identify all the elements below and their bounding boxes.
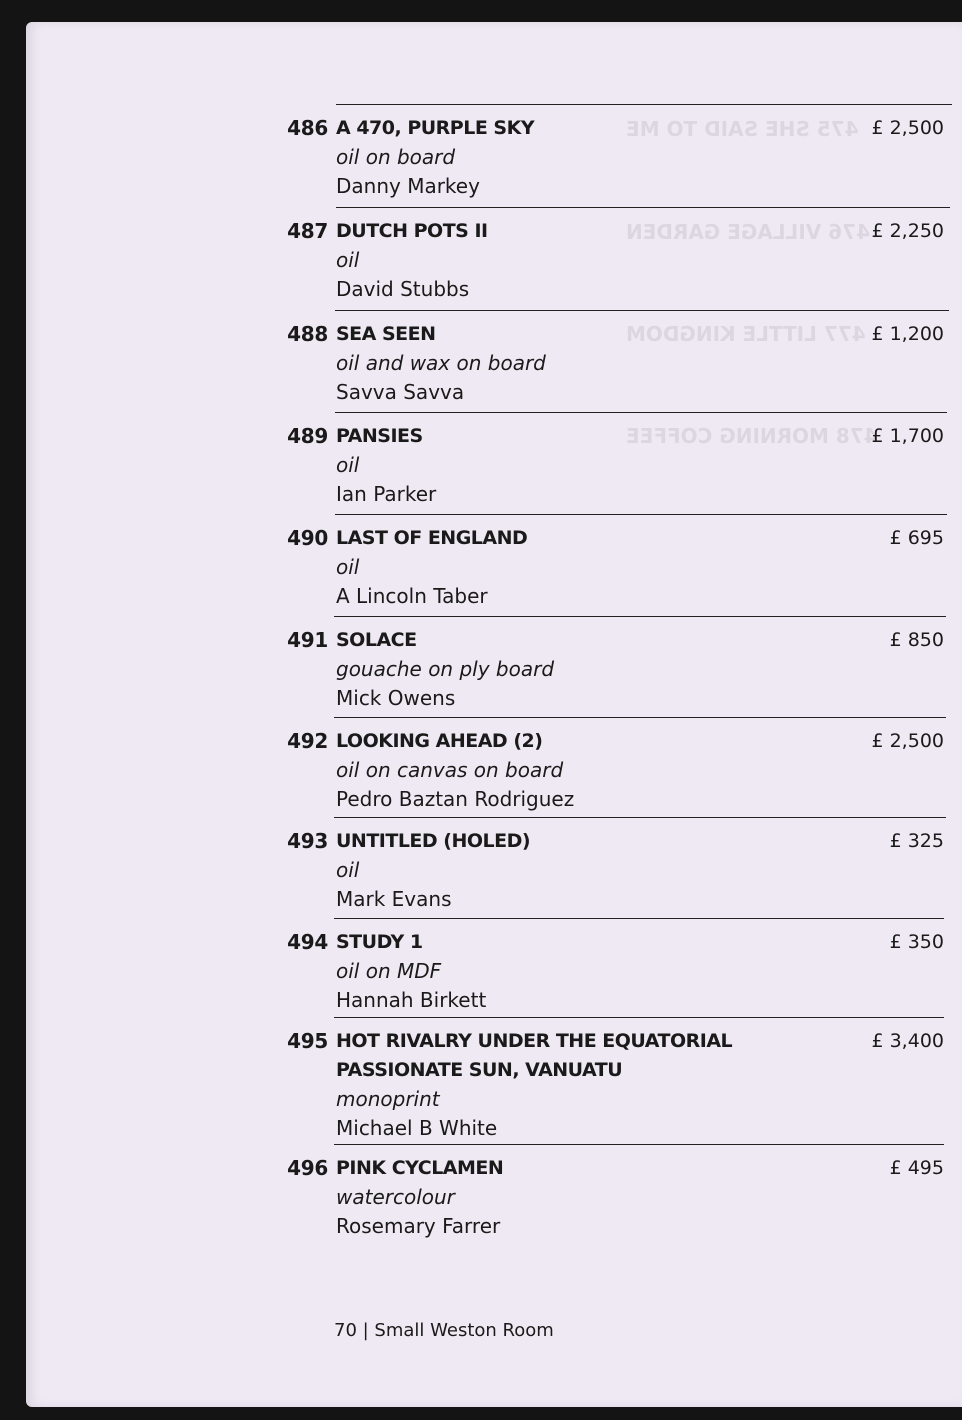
artwork-price: £ 2,500: [871, 730, 944, 752]
artist-name: Hannah Birkett: [336, 988, 487, 1012]
show-through-decoration: 477 LITTLE KINGDOM: [626, 322, 866, 346]
lot-number: 494: [287, 930, 328, 954]
artwork-title: HOT RIVALRY UNDER THE EQUATORIAL PASSIONATE SUN, VANUATU: [336, 1030, 733, 1081]
artwork-price: £ 850: [889, 629, 944, 651]
artwork-medium: oil and wax on board: [336, 351, 546, 375]
artist-name: Ian Parker: [336, 482, 437, 506]
entry-divider: [336, 207, 950, 208]
artwork-title: LOOKING AHEAD (2): [336, 730, 543, 752]
artist-name: Rosemary Farrer: [336, 1214, 501, 1238]
artwork-price: £ 1,200: [871, 323, 944, 345]
entry-divider: [336, 104, 952, 105]
lot-number: 489: [287, 424, 328, 448]
lot-number: 495: [287, 1029, 328, 1053]
artwork-medium: oil on board: [336, 145, 456, 169]
artist-name: Danny Markey: [336, 174, 480, 198]
artwork-title: SOLACE: [336, 629, 417, 651]
artwork-title: PANSIES: [336, 425, 423, 447]
artwork-price: £ 3,400: [871, 1030, 944, 1052]
artwork-title: SEA SEEN: [336, 323, 436, 345]
artist-name: Pedro Baztan Rodriguez: [336, 787, 575, 811]
show-through-decoration: 478 MORNING COFFEE: [626, 424, 878, 448]
artwork-medium: monoprint: [336, 1087, 440, 1111]
artwork-price: £ 495: [889, 1157, 944, 1179]
entry-divider: [335, 412, 947, 413]
lot-number: 486: [287, 116, 328, 140]
artwork-medium: oil on MDF: [336, 959, 442, 983]
artwork-title: STUDY 1: [336, 931, 423, 953]
artwork-title: DUTCH POTS II: [336, 220, 488, 242]
artwork-medium: gouache on ply board: [336, 657, 555, 681]
entry-divider: [334, 1017, 944, 1018]
catalogue-page: [26, 22, 962, 1407]
artwork-medium: oil: [336, 858, 360, 882]
artist-name: Michael B White: [336, 1116, 498, 1140]
show-through-decoration: 475 SHE SAID TO ME: [626, 117, 859, 141]
artwork-price: £ 2,250: [871, 220, 944, 242]
lot-number: 488: [287, 322, 328, 346]
artwork-medium: watercolour: [336, 1185, 455, 1209]
artwork-title: A 470, PURPLE SKY: [336, 117, 535, 139]
lot-number: 492: [287, 729, 328, 753]
show-through-decoration: 476 VILLAGE GARDEN: [626, 220, 870, 244]
lot-number: 496: [287, 1156, 328, 1180]
artwork-price: £ 695: [889, 527, 944, 549]
artwork-medium: oil: [336, 248, 360, 272]
entry-divider: [334, 717, 946, 718]
artwork-title: LAST OF ENGLAND: [336, 527, 528, 549]
artist-name: A Lincoln Taber: [336, 584, 488, 608]
entry-divider: [334, 1144, 944, 1145]
artwork-price: £ 1,700: [871, 425, 944, 447]
lot-number: 493: [287, 829, 328, 853]
artist-name: David Stubbs: [336, 277, 470, 301]
artist-name: Savva Savva: [336, 380, 465, 404]
artwork-price: £ 2,500: [871, 117, 944, 139]
page-footer: 70 | Small Weston Room: [334, 1320, 554, 1341]
artwork-medium: oil: [336, 453, 360, 477]
lot-number: 491: [287, 628, 328, 652]
lot-number: 487: [287, 219, 328, 243]
artist-name: Mick Owens: [336, 686, 456, 710]
artwork-price: £ 325: [889, 830, 944, 852]
artwork-title: PINK CYCLAMEN: [336, 1157, 504, 1179]
entry-divider: [335, 310, 949, 311]
artwork-medium: oil on canvas on board: [336, 758, 564, 782]
entry-divider: [334, 918, 944, 919]
artwork-medium: oil: [336, 555, 360, 579]
artist-name: Mark Evans: [336, 887, 452, 911]
artwork-price: £ 350: [889, 931, 944, 953]
artwork-title: UNTITLED (HOLED): [336, 830, 531, 852]
entry-divider: [335, 514, 947, 515]
entry-divider: [334, 616, 946, 617]
entry-divider: [334, 817, 946, 818]
lot-number: 490: [287, 526, 328, 550]
